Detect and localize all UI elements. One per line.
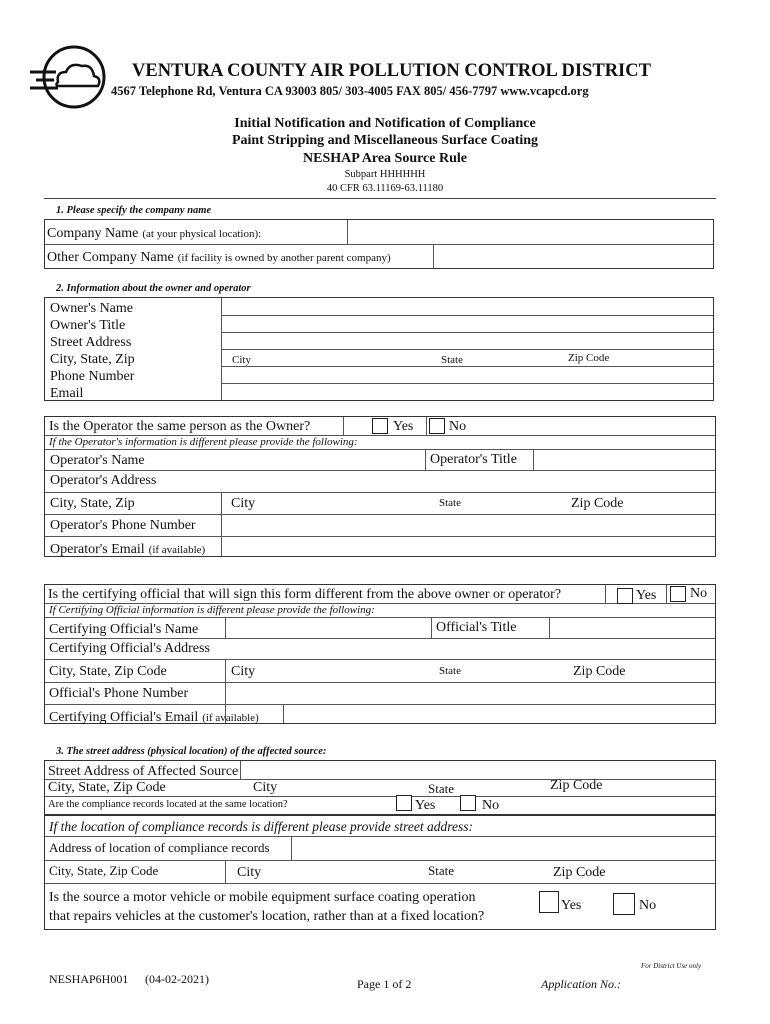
- records-no-label: No: [482, 798, 500, 813]
- divider: [533, 449, 534, 470]
- operator-city-label: City: [231, 496, 256, 511]
- cert-email-label: [49, 708, 259, 726]
- operator-box: [44, 416, 716, 557]
- owner-name-label: Owner's Name: [50, 301, 133, 316]
- cert-address-field[interactable]: [227, 640, 713, 658]
- source-city-label: City: [253, 780, 278, 795]
- company-name-note: (at your physical location):: [142, 228, 262, 240]
- cert-name-field[interactable]: [227, 619, 427, 637]
- divider: [291, 836, 292, 860]
- owner-phone-field[interactable]: [223, 367, 711, 382]
- operator-phone-field[interactable]: [223, 516, 713, 534]
- cert-phone-field[interactable]: [227, 684, 713, 702]
- operator-email-note: (if available): [148, 544, 206, 556]
- other-company-field[interactable]: [435, 246, 711, 268]
- motor-question-line-1: Is the source a motor vehicle or mobile equipment surface coating operation: [49, 890, 476, 905]
- cert-csz-label: City, State, Zip Code: [49, 664, 167, 679]
- divider: [45, 796, 715, 797]
- divider: [45, 470, 715, 471]
- divider: [433, 244, 434, 269]
- district-use-label: For District Use only: [641, 962, 702, 970]
- operator-same-yes-label: Yes: [393, 419, 414, 434]
- other-company-note: (if facility is owned by another parent company): [177, 252, 391, 264]
- source-street-field[interactable]: [242, 762, 713, 778]
- title-line-3: NESHAP Area Source Rule: [303, 151, 467, 166]
- operator-zip-label: Zip Code: [571, 496, 624, 511]
- source-zip-label: Zip Code: [550, 778, 603, 793]
- operator-note: If the Operator's information is different please provide the following:: [49, 436, 358, 448]
- divider: [45, 638, 715, 639]
- operator-name-label: Operator's Name: [50, 453, 145, 468]
- cert-zip-label: Zip Code: [573, 664, 626, 679]
- email-label: Email: [50, 386, 84, 401]
- records-address-label: Address of location of compliance records: [49, 840, 270, 855]
- cert-city-label: City: [231, 664, 256, 679]
- divider: [221, 492, 222, 556]
- cert-email-note: (if available): [202, 712, 259, 724]
- operator-address-label: Operator's Address: [50, 473, 157, 488]
- owner-name-field[interactable]: [223, 299, 711, 314]
- records-city-label: City: [237, 865, 262, 880]
- certifying-box: [44, 584, 716, 724]
- records-yes-label: Yes: [415, 798, 436, 813]
- cert-state-label: State: [439, 665, 461, 677]
- owner-city-label: City: [232, 354, 251, 366]
- divider: [45, 860, 715, 861]
- cert-no-checkbox[interactable]: [670, 586, 686, 602]
- operator-email-label: [50, 540, 205, 558]
- title-line-2: Paint Stripping and Miscellaneous Surface Coating: [231, 133, 539, 148]
- section-2-heading: 2. Information about the owner and operator: [56, 283, 251, 294]
- records-csz-label: City, State, Zip Code: [49, 863, 159, 878]
- operator-email-text: Operator's Email: [50, 542, 145, 557]
- operator-same-yes-checkbox[interactable]: [372, 418, 388, 434]
- operator-csz-label: City, State, Zip: [50, 496, 135, 511]
- divider: [343, 417, 344, 435]
- divider: [666, 585, 667, 603]
- divider: [347, 220, 348, 244]
- owner-box: [44, 297, 714, 401]
- operator-state-label: State: [439, 497, 461, 509]
- divider: [45, 492, 715, 493]
- motor-yes-label: Yes: [561, 898, 582, 913]
- street-address-label: Street Address: [50, 335, 132, 350]
- owner-title-label: Owner's Title: [50, 318, 126, 333]
- section-1-heading: 1. Please specify the company name: [56, 205, 212, 216]
- motor-question-line-2: that repairs vehicles at the customer's location, rather than at a fixed location?: [49, 909, 485, 924]
- records-box: [44, 815, 716, 930]
- records-zip-label: Zip Code: [553, 865, 606, 880]
- company-name-label: [47, 224, 261, 242]
- operator-address-field[interactable]: [221, 472, 713, 490]
- divider: [45, 704, 715, 705]
- phone-label: Phone Number: [50, 369, 135, 384]
- divider: [240, 761, 241, 779]
- cert-yes-label: Yes: [636, 588, 657, 603]
- divider: [425, 449, 426, 470]
- other-company-text: Other Company Name: [47, 250, 174, 265]
- divider: [45, 836, 715, 837]
- title-divider: [44, 198, 716, 199]
- divider: [45, 659, 715, 660]
- owner-title-field[interactable]: [223, 316, 711, 331]
- company-box: [44, 219, 714, 269]
- city-state-zip-label: City, State, Zip: [50, 352, 135, 367]
- source-csz-label: City, State, Zip Code: [48, 780, 166, 795]
- owner-email-field[interactable]: [223, 384, 711, 399]
- records-yes-checkbox[interactable]: [396, 795, 412, 811]
- records-no-checkbox[interactable]: [460, 795, 476, 811]
- org-name: VENTURA COUNTY AIR POLLUTION CONTROL DISTRICT: [132, 61, 651, 81]
- section-3-heading: 3. The street address (physical location) of the affected source:: [56, 746, 327, 757]
- cert-title-label: Official's Title: [436, 620, 517, 635]
- records-state-label: State: [428, 863, 454, 878]
- owner-street-field[interactable]: [223, 333, 711, 348]
- records-note: If the location of compliance records is different please provide street address:: [49, 819, 474, 834]
- org-address: 4567 Telephone Rd, Ventura CA 93003 805/ 303-4005 FAX 805/ 456-7797 www.vcapcd.org: [111, 84, 589, 98]
- operator-same-no-label: No: [449, 419, 467, 434]
- cert-email-field[interactable]: [285, 706, 713, 723]
- divider: [45, 617, 715, 618]
- divider: [549, 617, 550, 638]
- records-address-field[interactable]: [293, 838, 713, 858]
- divider: [225, 860, 226, 883]
- company-name-field[interactable]: [349, 221, 711, 243]
- owner-city-field[interactable]: [255, 350, 435, 365]
- source-state-label: State: [428, 781, 454, 796]
- divider: [45, 514, 715, 515]
- cert-name-label: Certifying Official's Name: [49, 622, 199, 637]
- cert-email-text: Certifying Official's Email: [49, 710, 199, 725]
- operator-same-no-checkbox[interactable]: [429, 418, 445, 434]
- cert-address-label: Certifying Official's Address: [49, 641, 210, 656]
- operator-email-field[interactable]: [223, 538, 713, 555]
- divider: [45, 883, 715, 884]
- divider: [45, 449, 715, 450]
- title-line-1: Initial Notification and Notification of Compliance: [234, 116, 536, 131]
- source-street-label: Street Address of Affected Source: [48, 764, 239, 779]
- divider: [45, 244, 713, 245]
- cfr-ref: 40 CFR 63.11169-63.11180: [326, 183, 444, 194]
- cert-note: If Certifying Official information is different please provide the following:: [49, 604, 375, 616]
- divider: [605, 585, 606, 603]
- form-id: NESHAP6H001: [49, 972, 129, 986]
- other-company-label: [47, 248, 391, 266]
- motor-yes-checkbox[interactable]: [539, 891, 559, 913]
- cert-question: Is the certifying official that will sign this form different from the above owner or operator?: [48, 587, 562, 602]
- subpart: Subpart HHHHHH: [344, 169, 426, 180]
- divider: [45, 682, 715, 683]
- divider: [426, 417, 427, 435]
- application-no-label: Application No.:: [541, 977, 621, 991]
- divider: [431, 617, 432, 638]
- operator-name-field[interactable]: [221, 451, 421, 469]
- cert-title-field[interactable]: [551, 619, 713, 637]
- motor-no-checkbox[interactable]: [613, 893, 635, 915]
- records-question: Are the compliance records located at the same location?: [48, 799, 288, 810]
- source-box: [44, 760, 716, 815]
- divider: [283, 704, 284, 723]
- operator-same-question: Is the Operator the same person as the Owner?: [49, 419, 311, 434]
- cert-yes-checkbox[interactable]: [617, 588, 633, 604]
- operator-title-field[interactable]: [535, 451, 713, 469]
- cert-phone-label: Official's Phone Number: [49, 686, 189, 701]
- divider: [225, 617, 226, 638]
- form-date: (04-02-2021): [145, 972, 209, 986]
- divider: [45, 536, 715, 537]
- motor-no-label: No: [639, 898, 657, 913]
- owner-zip-label: Zip Code: [568, 352, 610, 364]
- cloud-wind-logo-icon: [28, 42, 108, 112]
- operator-title-label: Operator's Title: [430, 452, 517, 467]
- cert-no-label: No: [690, 586, 708, 601]
- operator-phone-label: Operator's Phone Number: [50, 518, 196, 533]
- company-name-text: Company Name: [47, 226, 139, 241]
- owner-state-label: State: [441, 354, 463, 366]
- page-number: Page 1 of 2: [357, 977, 412, 991]
